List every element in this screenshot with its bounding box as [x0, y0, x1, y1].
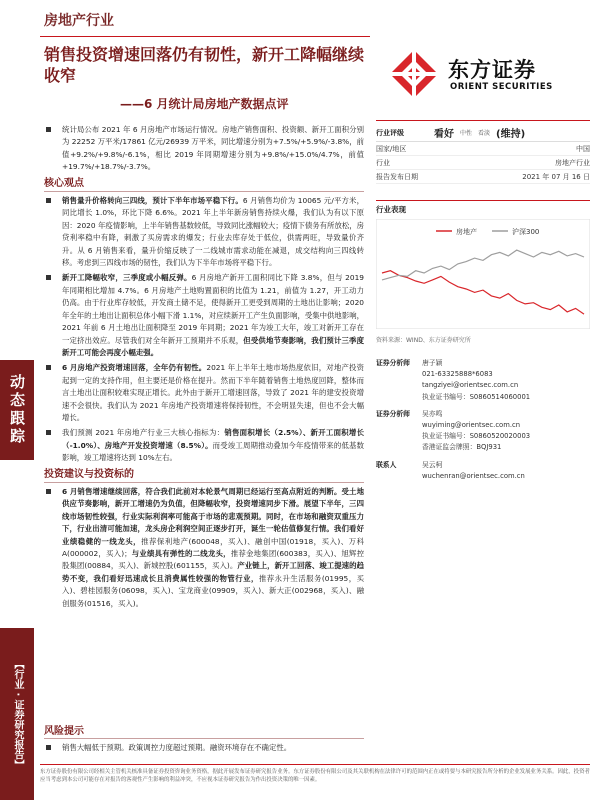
intro-paragraph: 统计局公布 2021 年 6 月房地产市场运行情况。房地产销售面积、投资额、新开工面积分别为 22252 万平米/17861 亿元/26939 万平米，同比增速分别为+7.5%/+5.9%/-3.8%，前值+9.2%/+9.8%/-6.1%，相比 2019 年同期增速分别为+9.8%/+15.0%/4.7%，前值+19.7%/+18.7%/-3.7%。 — [44, 124, 364, 174]
bullet-square-icon — [46, 365, 51, 370]
logo-chinese-name: 东方证券 — [448, 58, 536, 82]
rating-negative: 看淡 — [478, 130, 491, 137]
analyst-list — [376, 358, 590, 482]
logo-english-name: ORIENT SECURITIES — [450, 82, 553, 92]
report-title: 销售投资增速回落仍有韧性，新开工降幅继续收窄 — [44, 45, 365, 85]
core-point-2: 新开工降幅收窄，三季度或小幅反弹。6 月房地产新开工面积同比下降 3.8%，但与 2019 年同期相比增加 4.7%。6 月房地产土地购置面积的比值为 1.21，前值为 1.27，开工动力仍高。由于行业库存较低，开发商土储不足，使得新开工更受到周期的土地出让影响；2020 年全年的土地出让面积总体小幅下滑 1.1%，对应续新开工产生负面影响，受集中供地影响，2021 年前 6 月土地出让面积降至 2019 年同期；2021 年为竣工大年，竣工对新开工存在一定挤出效应。尽管我们对全年新开工预期并不乐观，但受供地节奏影响，我们预计三季度新开工可能会再度小幅走强。 — [44, 272, 364, 359]
investment-heading: 投资建议与投资标的 — [44, 469, 364, 483]
main-column — [44, 124, 364, 613]
dynamic-tracking-tag: 动态跟踪 — [0, 360, 34, 460]
analyst-entry: 证券分析师 吴亦鸣 wuyiming@orientsec.com.cn 执业证书编号：S0860520020003 香港证监会牌照：BQJ931 — [376, 409, 531, 452]
bullet-square-icon — [46, 489, 51, 494]
sector-label: 房地产行业 — [44, 13, 114, 29]
rating-maintain: (维持) — [496, 129, 526, 140]
chart-source: 资料来源：WIND、东方证券研究所 — [376, 337, 471, 344]
info-row: 行业 房地产行业 — [376, 156, 590, 170]
header-divider — [40, 36, 370, 37]
rating-block — [376, 120, 590, 184]
bullet-square-icon — [46, 430, 51, 435]
performance-chart — [376, 219, 590, 329]
orient-securities-logo — [388, 48, 588, 104]
analyst-entry: 证券分析师 唐子颖 021-63325888*6083 tangziyei@orientsec.com.cn 执业证书编号：S0860514060001 — [376, 359, 531, 401]
core-point-3: 6 月房地产投资增速回落，全年仍有韧性。2021 年上半年土地市场热度依旧，对地产投资起到一定的支持作用，但主要还是价格在提升。然而下半年随着销售土地热度回降，整体而言土地出让面积较难实现正增长。此外由于新开工增速回落，导致了 2021 年的建安投资增速不会很快。我们认为 2021 年房地产投资增速将保持韧性，不会明显失速，但也不会大幅增长。 — [44, 362, 364, 424]
legend-label-a: 房地产 — [456, 228, 477, 236]
chart-frame — [376, 219, 590, 329]
bullet-square-icon — [46, 275, 51, 280]
side-column — [376, 120, 590, 488]
rating-label: 行业评级 — [376, 128, 404, 137]
disclaimer: 东方证券股份有限公司经相关主管机关核准具备证券投资咨询业务资格，据此开展发布证券研究报告业务。东方证券股份有限公司及其关联机构在法律许可的范围内正在或将要与本研究报告所分析的企业发展业务关系。因此，投资者应当考虑到本公司可能存在对报告的客观性产生影响的利益冲突，不应视本证券研究报告为作出投资决策的唯一因素。 — [40, 764, 590, 784]
bullet-square-icon — [46, 198, 51, 203]
analyst-entry: 联系人 吴云柯 wuchenran@orientsec.com.cn — [376, 460, 525, 480]
left-sidebar — [0, 0, 34, 800]
bullet-square-icon — [46, 745, 51, 750]
rating-neutral: 中性 — [460, 130, 473, 137]
rating-value: 看好 — [434, 129, 454, 140]
core-point-1: 销售量升价格转向三四线，预计下半年市场平稳下行。6 月销售均价为 10065 元/平方米，同比增长 1.0%，环比下降 6.6%。2021 年上半年新房销售持续火爆，我们认为有以下原因：2020 年疫情影响，上半年销售基数较低，导致同比涨幅较大；疫情下债务有所放松，房贷利率稳中有降，刺激了买房需求的爆发；行业去库存处于低位，供需两旺，导致量价齐升。从 6 月销售来看，量升价缩反映了一二线城市需求动能在减退，成交结构向三四线转移。考虑到三四线市场的韧性，我们认为下半年市场将平稳下行。 — [44, 195, 364, 269]
risk-section — [44, 718, 364, 756]
risk-heading: 风险提示 — [44, 722, 364, 739]
core-heading: 核心观点 — [44, 178, 364, 192]
report-type-tag: 【行业 · 证券研究报告】 — [0, 628, 34, 800]
info-row: 国家/地区 中国 — [376, 142, 590, 156]
performance-title: 行业表现 — [376, 200, 590, 215]
logo-mark-icon — [388, 48, 440, 100]
investment-paragraph: 6 月销售增速继续回落，符合我们此前对本轮景气周期已经运行至高点附近的判断。受土地供应节奏影响，新开工增速仍为负值，但降幅收窄，投资增速同步下滑。展望下半年，三四线市场韧性较强，行业实际利润率可能高于市场的悲观预期。同时，在市场和融资双重压力下，行业出清可能加速，龙头房企利润空间正逐步打开，诞生一轮估值修复行情。我们看好业绩稳健的一线龙头，推荐保利地产(600048，买入)、融创中国(01918，买入)、万科 A(000002，买入)；与业绩具有弹性的二线龙头，推荐金地集团(600383，买入)、旭辉控股集团(00884，买入)、新城控股(601155，买入)。产业链上，新开工回落、竣工提速的趋势不变，我们看好迅速成长且消费属性较强的物管行业，推荐永升生活服务(01995，买入)、碧桂园服务(06098，买入)、宝龙商业(09909，买入)、新大正(002968，买入)、融创服务(01516，买入)。 — [44, 486, 364, 610]
info-row: 报告发布日期 2021 年 07 月 16 日 — [376, 170, 590, 184]
legend-label-b: 沪深300 — [512, 228, 540, 236]
core-point-4: 我们预测 2021 年房地产行业三大核心指标为：销售面积增长（2.5%）、新开工面积增长（-1.0%）、房地产开发投资增速（8.5%）。而受竣工周期推动叠加今年疫情带来的低基数影响，竣工增速将达到 10%左右。 — [44, 427, 364, 464]
rating-line — [376, 124, 590, 142]
report-subtitle: ——6 月统计局房地产数据点评 — [120, 97, 289, 111]
risk-paragraph: 销售大幅低于预期。政策调控力度超过预期。融资环境存在不确定性。 — [44, 742, 364, 753]
bullet-square-icon — [46, 127, 51, 132]
